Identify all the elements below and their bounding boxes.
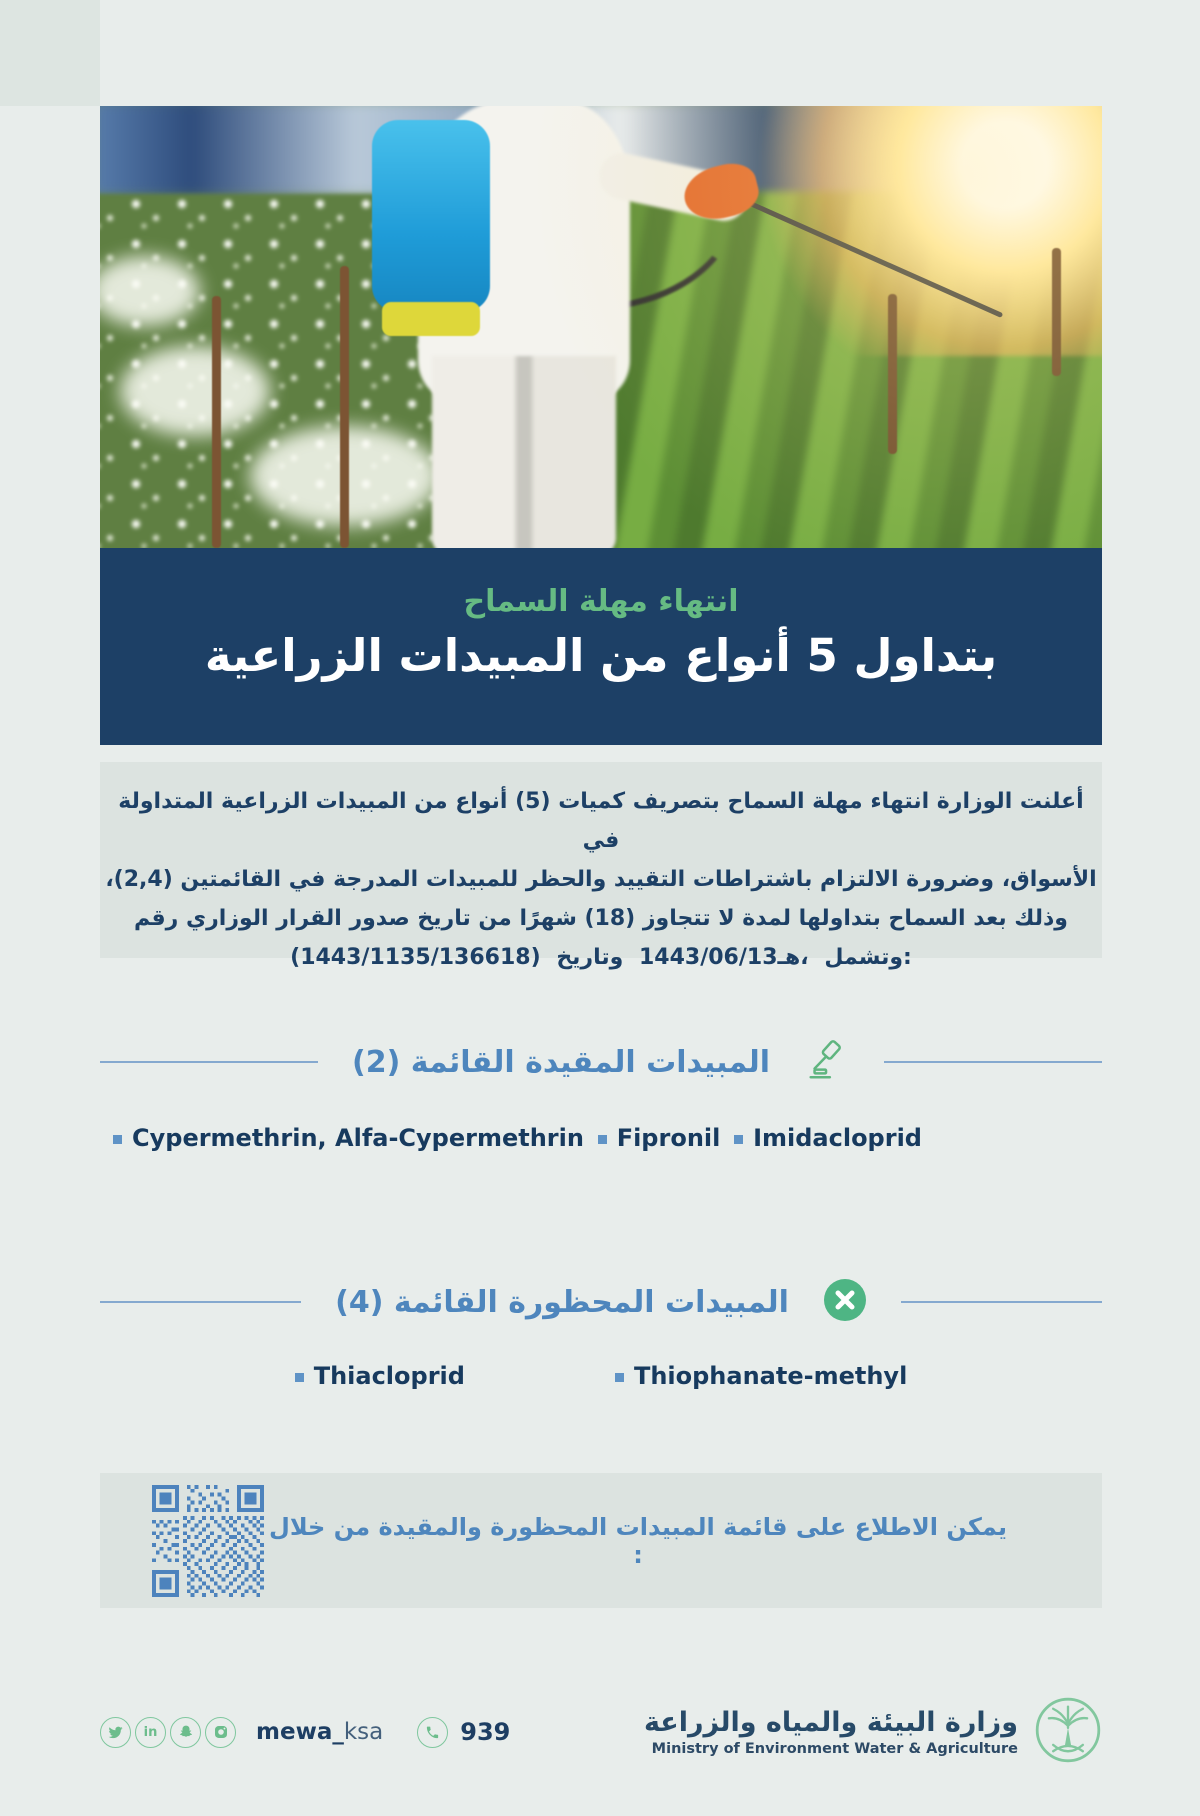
phone-icon — [417, 1717, 448, 1748]
divider-line — [884, 1061, 1102, 1063]
handle-suffix: ksa — [343, 1719, 384, 1745]
square-bullet-icon — [113, 1135, 122, 1144]
includes-word: وتشمل: — [824, 945, 912, 970]
restricted-item-1-label: Cypermethrin, Alfa-Cypermethrin — [132, 1124, 584, 1152]
ministry-wordmark — [644, 1707, 1018, 1757]
intro-line-1: أعلنت الوزارة انتهاء مهلة السماح بتصريف كميات (5) أنواع من المبيدات الزراعية المتداولة في — [118, 789, 1084, 853]
restricted-item-2-label: Fipronil — [616, 1124, 721, 1152]
ministry-name-arabic: وزارة البيئة والمياه والزراعة — [643, 1707, 1018, 1738]
restricted-items-row — [100, 1124, 1102, 1152]
twitter-icon — [100, 1717, 131, 1748]
restricted-section-title: المبيدات المقيدة القائمة (2) — [351, 1044, 771, 1080]
instagram-icon — [205, 1717, 236, 1748]
banner-title: بتداول 5 أنواع من المبيدات الزراعية — [204, 629, 998, 682]
hero-photo-pesticide-spraying — [100, 106, 1102, 548]
restricted-section-heading — [100, 1036, 1102, 1088]
banned-section-heading — [100, 1276, 1102, 1328]
phone-block — [417, 1717, 510, 1748]
footer-contact-block — [100, 1717, 510, 1748]
title-banner — [100, 548, 1102, 745]
banned-item-1-label: Thiacloprid — [313, 1362, 465, 1390]
corner-accent — [0, 0, 100, 106]
qr-caption: يمكن الاطلاع على قائمة المبيدات المحظورة والمقيدة من خلال : — [269, 1512, 1007, 1569]
banned-item-2-label: Thiophanate-methyl — [633, 1362, 908, 1390]
divider-line — [901, 1301, 1102, 1303]
restricted-item-3 — [734, 1124, 922, 1152]
intro-panel — [100, 762, 1102, 970]
square-bullet-icon — [295, 1373, 304, 1382]
intro-line-2: الأسواق، وضرورة الالتزام باشتراطات التقييد والحظر للمبيدات المدرجة في القائمتين (2,4)، — [105, 867, 1097, 892]
restricted-item-3-label: Imidacloprid — [753, 1124, 922, 1152]
square-bullet-icon — [615, 1373, 624, 1382]
ministry-palm-emblem-icon — [1034, 1696, 1102, 1768]
handle-prefix: mewa_ — [256, 1719, 344, 1745]
intro-line-3: وذلك بعد السماح بتداولها لمدة لا تتجاوز (18) شهرًا من تاريخ صدور القرار الوزاري رقم — [133, 906, 1068, 931]
banned-item-2 — [615, 1362, 907, 1390]
qr-code — [152, 1485, 264, 1597]
gavel-icon — [804, 1037, 850, 1087]
banned-item-1 — [295, 1362, 465, 1390]
and-date-word: وتاريخ — [556, 945, 624, 970]
restricted-item-2 — [598, 1124, 721, 1152]
social-handle — [256, 1719, 383, 1745]
cross-circle-icon — [823, 1278, 867, 1326]
square-bullet-icon — [734, 1135, 743, 1144]
decree-number: (1443/1135/136618) — [290, 945, 541, 970]
footer — [100, 1692, 1102, 1772]
social-icons — [100, 1717, 236, 1748]
ministry-name-english: Ministry of Environment Water & Agriculture — [651, 1741, 1018, 1757]
decree-date: 1443/06/13هـ، — [638, 945, 809, 970]
divider-line — [100, 1061, 318, 1063]
warm-light-overlay — [100, 106, 1102, 548]
ministry-logo-block — [644, 1696, 1102, 1768]
banned-section-title: المبيدات المحظورة القائمة (4) — [335, 1284, 789, 1320]
square-bullet-icon — [598, 1135, 607, 1144]
snapchat-icon — [170, 1717, 201, 1748]
linkedin-icon: in — [135, 1717, 166, 1748]
divider-line — [100, 1301, 301, 1303]
restricted-item-1 — [113, 1124, 584, 1152]
phone-number: 939 — [460, 1718, 511, 1746]
banner-kicker: انتهاء مهلة السماح — [463, 584, 739, 619]
intro-line-4 — [100, 938, 1102, 977]
banned-items-row — [100, 1362, 1102, 1390]
qr-panel — [100, 1473, 1102, 1608]
